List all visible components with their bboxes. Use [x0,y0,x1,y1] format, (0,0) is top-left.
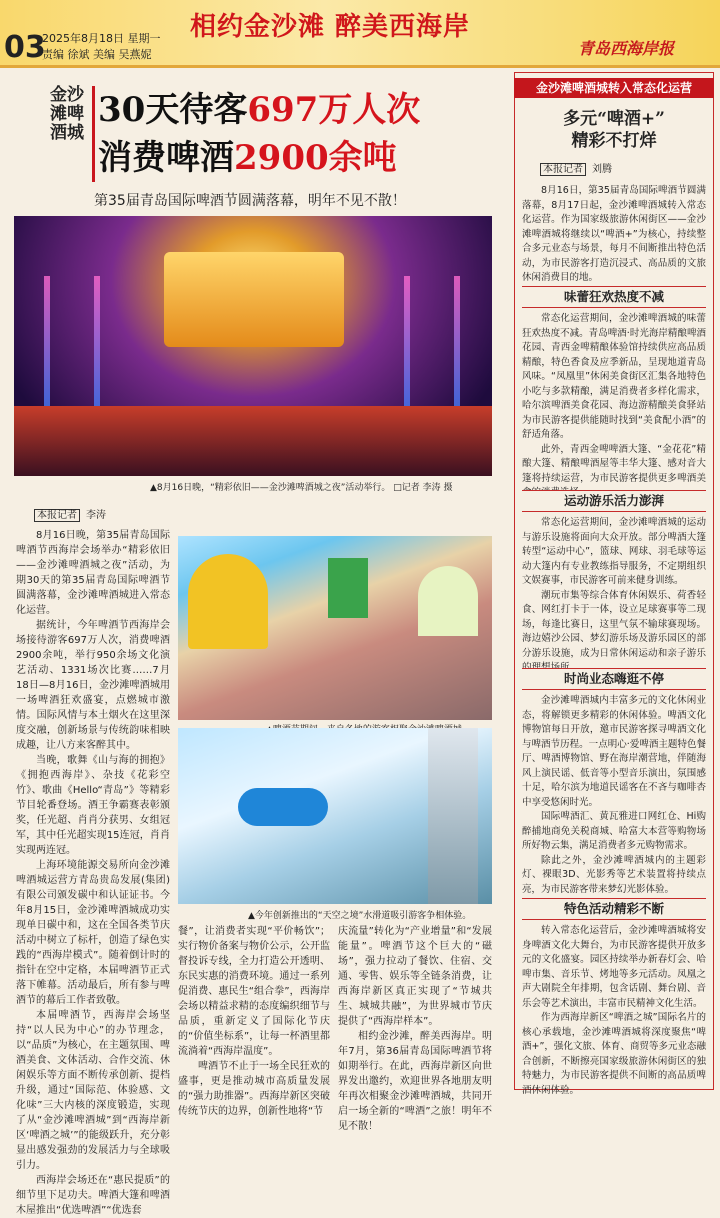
sidebar-title-2: 精彩不打烊 [571,131,657,151]
sidebar-byline-tag: 本报记者 [540,163,586,176]
stage-photo-caption: ▲8月16日晚，“精彩依旧——金沙滩啤酒城之夜”活动举行。 □记者 李涛 摄 [150,483,453,493]
headline-divider [92,86,95,182]
sidebar-section-heading: 运动游乐活力澎湃 [522,490,706,512]
sidebar-section-heading: 时尚业态嗨逛不停 [522,668,706,690]
page-number: 03 [4,30,46,65]
sidebar-intro: 8月16日，第35届青岛国际啤酒节圆满落幕，8月17日起，金沙滩啤酒城转入常态化运营。作为国家级旅游休闲街区——金沙滩啤酒城将继续以“啤酒+”为核心，持续整合多元业态与场景，每月不间断推出特色活动，为市民游客打造沉浸式、高品质的文旅休闲消费目的地。 [522,185,706,283]
editor-credits: 责编 徐斌 美编 吴燕妮 [42,48,152,61]
newspaper-logo: 青岛西海岸报 [578,39,675,58]
issue-date: 2025年8月18日 星期一 [42,32,161,45]
stage-photo [14,216,492,476]
paragraph: 相约金沙滩，醉美西海岸。明年7月，第36届青岛国际啤酒节将如期举行。在此，西海岸新区向世界发出邀约，欢迎世界各地朋友明年再次相聚金沙滩啤酒城，共同开启一场全新的“啤酒”之旅！明年不见不散！ [338,1031,492,1132]
sidebar-section-heading: 味蕾狂欢热度不减 [522,286,706,308]
paragraph: 据统计，今年啤酒节西海岸会场接待游客697万人次，消费啤酒2900余吨，举行950余场文化演艺活动、1331场次比赛……7月18日—8月16日，金沙滩啤酒城用一场啤酒狂欢盛宴，点燃城市激情。国际风情与本土烟火在这里深度交融，创新场景与传统韵味相映成趣，让八方来客醉其中。 [16,620,170,751]
sidebar-byline-name: 刘腾 [592,164,612,175]
crowd-photo [178,536,492,720]
headline-2-red: 2900余吨 [234,138,397,178]
paragraph: 餐”，让消费者实现“平价畅饮”；实行物价备案与物价公示，公开监督投诉专线，全力打造公开透明、东民实惠的消费环境。通过一系列促消费、惠民生“组合拳”，西海岸会场以精益求精的态度编织细节与品质，重新定义了国际化节庆的“价值坐标系”，让每一杯酒里都流淌着“西海岸温度”。 [178,926,330,1057]
article-column-1 [16,528,170,1216]
sidebar-section-body: 常态化运营期间，金沙滩啤酒城的运动与游乐设施将面向大众开放。部分啤酒大篷转型“运动中心”，篮球、网球、羽毛球等运动大篷内有专业教练指导服务，不定期组织文娱赛事，市民游客可前来健身训练。 潮玩市集等综合体育休闲娱乐、荷香轻食、网红打卡于一体，设立足球赛事等二现场，每逢比赛日，这里气氛不输球赛现场。海边嬉沙公园、梦幻游乐场及游乐园区的部分游乐设施，成为日常休闲运动和亲子游乐 [522,517,706,659]
sidebar-section-body: 转入常态化运营后，金沙滩啤酒城将安身啤酒文化大舞台，为市民游客提供开放多元的文化盛宴。园区持续举办新春灯会、哈啤市集、音乐节、烤地等多元活动。凤凰之声大剧院全年排期，包含话剧、舞台剧、音乐会等艺术演出，丰富市民精神文化生活。 作为西海岸新区“啤酒之城”国际名片的核心承载地，金沙滩啤酒城将深度聚焦“啤酒+”，强化文旅、体育、商贸等多元业态融合创新，不断擦亮国家级旅游休闲街区的独特魅力，为市民游客提供不间断的高品质啤酒休闲体验。 [522,925,706,1096]
paragraph: 上海环境能源交易所向金沙滩啤酒城运营方青岛贵岛发展(集团)有限公司颁发碳中和认证证书。今年8月15日，金沙滩啤酒城成功实现单日碳中和，这在全国各类节庆活动中树立了标杆，创造了绿色实践的“西海岸模式”。随着倒计时的指针在空中定格，本届啤酒节正式落下帷幕。活动最后，所有参与啤酒节的幕后工作者致敬。 [16,860,170,1006]
article-column-2 [178,924,330,1117]
headline-1-dark: 30天待客 [98,90,248,130]
paragraph: 本届啤酒节，西海岸会场坚持“以人民为中心”的办节理念，以“品质”为核心，在主题氛围、啤酒美食、文体活动、合作交流、休闲娱乐等方面不断传承创新、提档升级，通过“国际范、体验感、文化味”三大内核的深度锻造，实现了从“金沙滩啤酒城”到“西海岸新区‘啤酒之城’”的能级跃升，充分彰显出感发强劲的发展活力与全球吸引力。 [16,1010,170,1171]
waterslide-photo [178,728,492,904]
sidebar-section-heading: 特色活动精彩不断 [522,898,706,920]
sidebar-byline [540,160,612,175]
article-byline [34,506,106,521]
sidebar-title-1: 多元“啤酒+” [563,109,665,129]
byline-tag: 本报记者 [34,509,80,522]
headline-2-dark: 消费啤酒 [98,138,234,178]
sidebar-banner: 金沙滩啤酒城转入常态化运营 [514,78,714,98]
paragraph: 啤酒节不止于一场全民狂欢的盛事，更是推动城市高质量发展的“强力助推器”。西海岸新区突破传统节庆的边界，创新性地将“节 [178,1061,330,1117]
header-slogan: 相约金沙滩 醉美西海岸 [190,12,471,42]
article-column-3 [338,924,492,1132]
paragraph: 庆流量”转化为“产业增量”和“发展能量”。啤酒节这个巨大的“磁场”，强力拉动了餐饮、住宿、交通、零售、娱乐等全链条消费，让西海岸新区真正实现了“节城共生、城城共融”，为世界城市节庆提供了“西海岸样本”。 [338,926,492,1027]
headline-line-2 [98,138,397,178]
section-label: 金沙滩啤酒城 [50,85,84,143]
headline-line-1 [98,90,420,130]
paragraph: 西海岸会场还在“惠民提质”的细节里下足功夫。啤酒大篷和啤酒木屋推出“优选啤酒”“优选套 [16,1175,170,1216]
paragraph: 8月16日晚，第35届青岛国际啤酒节西海岸会场举办“精彩依旧——金沙滩啤酒城之夜”活动，为期30天的第35届青岛国际啤酒节圆满落幕，金沙滩啤酒城进入常态化运营。 [16,530,170,616]
waterslide-photo-caption: ▲今年创新推出的“天空之境”水滑道吸引游客争相体验。 [248,911,472,921]
sidebar-section-body: 金沙滩啤酒城内丰富多元的文化休闲业态，将解锁更多精彩的休闲体验。啤酒文化博物馆每日开放，邀市民游客探寻啤酒文化与啤酒节历程。一点明心·爱啤酒主题特色餐厅、啤酒博物馆、野在海岸潮营地，伴随海风上演民谣、低音等小型音乐演出，氛围感十足，哈尔滨为地道民谣客在不吝与咖啡杏中享受悠闲时光。 国际啤酒汇、黄瓦雅进口网红仓、Hi购醉捕地商免关税商城、哈富大本营等购物场所好物云集，满足消费者多元购物需求。 除此之外，金沙滩啤酒城内的主题彩灯、裸眼3D、光影秀等艺术装置将持续点亮，为市民游客带来梦幻光影体验。 [522,695,706,895]
byline-name: 李涛 [86,510,106,521]
headline-1-red: 697万人次 [247,90,421,130]
paragraph: 当晚，歌舞《山与海的拥抱》《拥抱西海岸》、杂技《花彩空竹》、歌曲《Hello“青岛”》等精彩节目轮番登场。酒王争霸赛表彰颁奖，任光超、肖肖分获男、女组冠军，其中任光超实现15连冠，肖肖实现两连冠。 [16,755,170,856]
subheadline: 第35届青岛国际啤酒节圆满落幕，明年不见不散！ [94,193,406,209]
sidebar-section-body: 常态化运营期间，金沙滩啤酒城的味蕾狂欢热度不减。青岛啤酒·时光海岸精酿啤酒花园、青西金啤精酿体验馆持续供应高品质精酿，特色香食及应季新品，呈现地道青岛风味。“凤凰里”休闲美食街区汇集各地特色小吃与多款精酿，满足消费者多样化需求，哈尔滨啤酒美食花园、海边游精酿美食驿站为市民游客提供能随时找到“美食配小酒”的舒适角落。 此外，青西金啤啤酒大篷、“金花花”精酿大篷、精酿啤酒屋等丰华大篷、感对音大篷将持续运营，为市民游客提供更多啤酒美 [522,313,706,484]
